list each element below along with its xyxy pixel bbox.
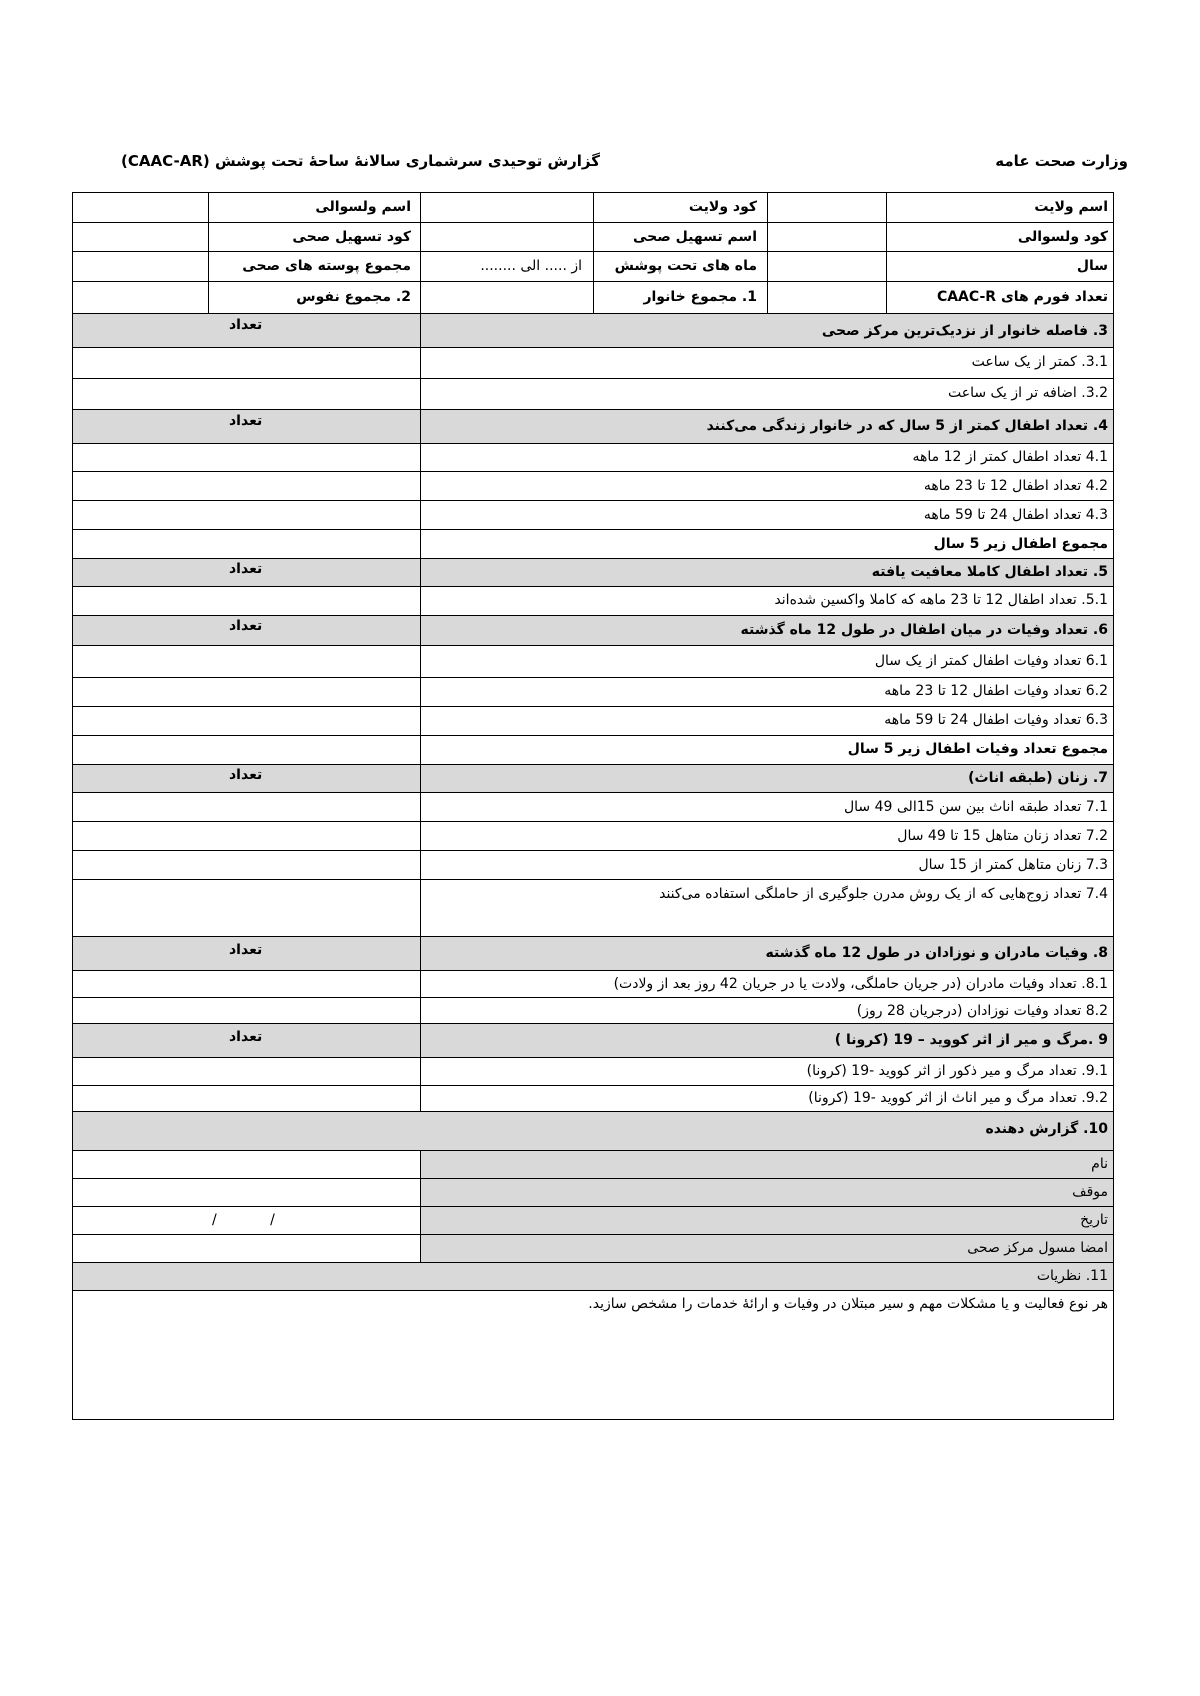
district-name-label: اسم ولسوالی: [315, 199, 411, 215]
ministry-name: وزارت صحت عامه: [995, 152, 1128, 170]
year-label: سال: [1076, 258, 1108, 274]
row-divider: [72, 313, 1114, 314]
row-8-1: 8.1. تعداد وفیات مادران (در جریان حاملگی، ولادت یا در جریان 42 روز بعد از ولادت): [613, 976, 1108, 992]
row-6-total: مجموع تعداد وفیات اطفال زیر 5 سال: [847, 741, 1108, 757]
row-divider: [72, 1178, 1114, 1179]
row-7-2: 7.2 تعداد زنان متاهل 15 تا 49 سال: [897, 828, 1108, 844]
row-divider: [72, 1023, 1114, 1024]
facility-code-label: کود تسهیل صحی: [292, 229, 411, 245]
row-divider: [72, 821, 1114, 822]
row-divider: [72, 443, 1114, 444]
row-9-1: 9.1. تعداد مرگ و میر ذکور از اثر کووید -19 (کرونا): [806, 1063, 1108, 1079]
row-divider: [72, 997, 1114, 998]
report-date-label: تاریخ: [1080, 1212, 1108, 1228]
row-divider: [72, 970, 1114, 971]
row-divider: [72, 792, 1114, 793]
comments-instruction: هر نوع فعالیت و یا مشکلات مهم و سیر مبتلان در وفیات و ارائهٔ خدمات را مشخص سازید.: [588, 1296, 1108, 1312]
row-divider: [72, 471, 1114, 472]
count-header: تعداد: [229, 561, 263, 577]
province-name-label: اسم ولایت: [1034, 199, 1108, 215]
row-divider: [72, 529, 1114, 530]
row-divider: [72, 1150, 1114, 1151]
col-divider: [208, 192, 209, 313]
section-5-heading: 5. تعداد اطفال کاملا معافیت یافته: [871, 564, 1108, 580]
row-3-2: 3.2. اضافه تر از یک ساعت: [947, 385, 1108, 401]
row-divider: [72, 409, 1114, 410]
row-divider: [72, 677, 1114, 678]
row-divider: [72, 1290, 1114, 1291]
row-divider: [72, 1111, 1114, 1112]
count-header: تعداد: [229, 1029, 263, 1045]
row-4-3: 4.3 تعداد اطفال 24 تا 59 ماهه: [923, 507, 1108, 523]
row-divider: [72, 1234, 1114, 1235]
row-6-1: 6.1 تعداد وفیات اطفال کمتر از یک سال: [874, 653, 1108, 669]
facility-name-label: اسم تسهیل صحی: [632, 229, 757, 245]
population-label: 2. مجموع نفوس: [296, 289, 411, 305]
row-9-2: 9.2. تعداد مرگ و میر اناث از اثر کووید -19 (کرونا): [808, 1090, 1108, 1106]
row-6-2: 6.2 تعداد وفیات اطفال 12 تا 23 ماهه: [884, 683, 1108, 699]
row-7-4: 7.4 تعداد زوج‌هایی که از یک روش مدرن جلوگیری از حاملگی استفاده می‌کنند: [659, 886, 1108, 902]
row-divider: [72, 378, 1114, 379]
health-posts-label: مجموع پوسته های صحی: [242, 258, 411, 274]
col-divider: [420, 192, 421, 1112]
row-7-1: 7.1 تعداد طبقه اناث بین سن 15الی 49 سال: [843, 799, 1108, 815]
forms-count-label: تعداد فورم های CAAC-R: [936, 289, 1108, 305]
row-4-total: مجموع اطفال زیر 5 سال: [933, 536, 1108, 552]
row-6-3: 6.3 تعداد وفیات اطفال 24 تا 59 ماهه: [884, 712, 1108, 728]
count-header: تعداد: [229, 317, 263, 333]
row-3-1: 3.1. کمتر از یک ساعت: [971, 354, 1108, 370]
row-divider: [72, 1057, 1114, 1058]
row-8-2: 8.2 تعداد وفیات نوزادان (درجریان 28 روز): [856, 1003, 1108, 1019]
col-divider: [886, 192, 887, 313]
section-9-heading: 9 .مرگ و میر از اثر کووید – 19 (کرونا ): [834, 1032, 1108, 1048]
reporter-name-label: نام: [1091, 1156, 1108, 1172]
signature-label: امضا مسول مرکز صحی: [967, 1240, 1108, 1256]
row-divider: [72, 558, 1114, 559]
count-header: تعداد: [229, 413, 263, 429]
row-divider: [72, 936, 1114, 937]
section-10-heading: 10. گزارش دهنده: [985, 1121, 1108, 1137]
count-header: تعداد: [229, 618, 263, 634]
section-4-heading: 4. تعداد اطفال کمتر از 5 سال که در خانوار زندگی می‌کنند: [706, 418, 1108, 434]
province-code-label: کود ولایت: [688, 199, 757, 215]
section-8-heading: 8. وفیات مادران و نوزادان در طول 12 ماه گذشته: [765, 945, 1108, 961]
col-divider: [420, 1150, 421, 1262]
households-label: 1. مجموع خانوار: [643, 289, 757, 305]
section-3-heading: 3. فاصله خانوار از نزدیک‌ترین مرکز صحی: [821, 323, 1108, 339]
section-6-heading: 6. تعداد وفیات در میان اطفال در طول 12 ماه گذشته: [740, 622, 1108, 638]
row-4-2: 4.2 تعداد اطفال 12 تا 23 ماهه: [923, 478, 1108, 494]
date-slashes: / /: [212, 1212, 275, 1228]
row-divider: [72, 1206, 1114, 1207]
col-divider: [767, 192, 768, 313]
row-divider: [72, 850, 1114, 851]
section-7-heading: 7. زنان (طبقه اناث): [968, 770, 1108, 786]
col-divider: [593, 192, 594, 313]
count-header: تعداد: [229, 767, 263, 783]
row-divider: [72, 347, 1114, 348]
months-label: ماه های تحت پوشش: [614, 258, 757, 274]
row-7-3: 7.3 زنان متاهل کمتر از 15 سال: [918, 857, 1108, 873]
report-title: گزارش توحیدی سرشماری سالانهٔ ساحهٔ تحت پوشش (CAAC-AR): [121, 152, 600, 170]
row-divider: [72, 1085, 1114, 1086]
count-header: تعداد: [229, 942, 263, 958]
row-divider: [72, 500, 1114, 501]
row-divider: [72, 586, 1114, 587]
row-5-1: 5.1. تعداد اطفال 12 تا 23 ماهه که کاملا واکسین شده‌اند: [774, 592, 1108, 608]
months-range-value: از ..... الی ........: [480, 258, 582, 274]
row-4-1: 4.1 تعداد اطفال کمتر از 12 ماهه: [912, 449, 1108, 465]
row-divider: [72, 735, 1114, 736]
row-divider: [72, 645, 1114, 646]
row-divider: [72, 764, 1114, 765]
district-code-label: کود ولسوالی: [1017, 229, 1108, 245]
row-divider: [72, 879, 1114, 880]
row-divider: [72, 615, 1114, 616]
row-divider: [72, 1262, 1114, 1263]
row-divider: [72, 706, 1114, 707]
reporter-position-label: موقف: [1072, 1184, 1108, 1200]
section-11-heading: 11. نظریات: [1036, 1268, 1108, 1284]
